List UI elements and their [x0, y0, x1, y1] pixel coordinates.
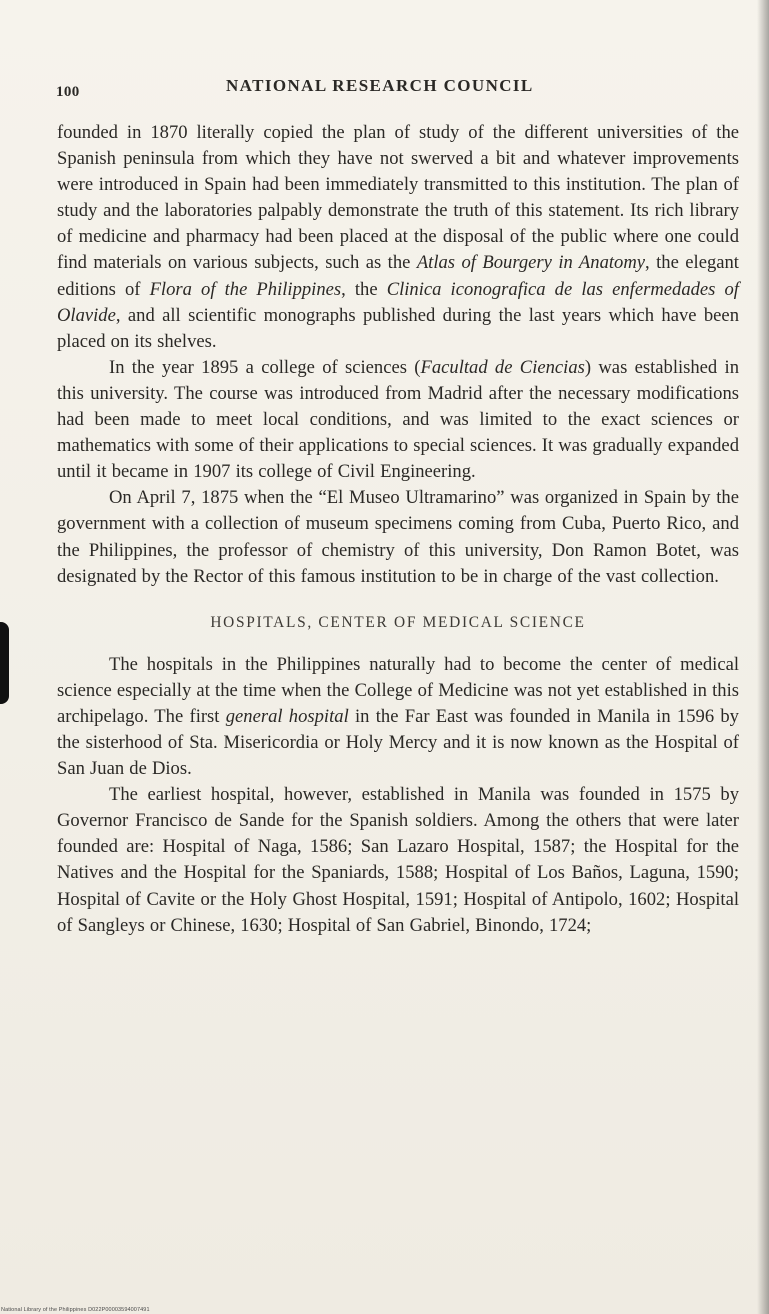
- paragraph-1: [57, 120, 739, 355]
- paragraph-4-text-1: The hospitals in the Philippines naturally had to become the center of medical science especially at the time when the College of Medicine was not yet established in this archipelago. The first: [57, 653, 739, 727]
- paragraph-3: On April 7, 1875 when the “El Museo Ultramarino” was organized in Spain by the government with a collection of museum specimens coming from Cuba, Puerto Rico, and the Philippines, the professor of chemistry of this university, Don Ramon Botet, was designated by the Rector of this famous institution to be in charge of the vast collection.: [57, 487, 739, 587]
- paragraph-1-text-2: , the elegant editions of: [57, 252, 739, 300]
- paragraph-4-italic-1: general hospital: [225, 705, 349, 727]
- paragraph-1-text-4: , and all scientific monographs published during the last years which have been placed on its shelves.: [57, 304, 739, 352]
- paragraph-1-italic-1: Atlas of Bourgery in Anatomy: [416, 252, 646, 274]
- page-header: [56, 76, 706, 106]
- page-edge-shadow: [757, 0, 769, 1314]
- main-text: [57, 120, 739, 939]
- paragraph-4: [57, 652, 739, 782]
- running-head: NATIONAL RESEARCH COUNCIL: [226, 76, 534, 95]
- paragraph-1-text-1: founded in 1870 literally copied the plan of study of the different universities of the Spanish peninsula from which they have not swerved a bit and whatever improvements were introduced in Spain had been immediately transmitted to this institution. The plan of study and the laboratories palpably demonstrate the truth of this statement. Its rich library of medicine and pharmacy had been placed at the disposal of the public where one could find materials on various subjects, such as the: [57, 122, 739, 274]
- paragraph-1-text-3: , the: [341, 278, 387, 300]
- paragraph-2-text-1: In the year 1895 a college of sciences (: [109, 356, 421, 378]
- footer-note: National Library of the Philippines D022P00003594007491: [1, 1307, 150, 1313]
- left-margin-mark: [0, 622, 9, 704]
- paragraph-4-text-2: in the Far East was founded in Manila in 1596 by the sisterhood of Sta. Misericordia or Holy Mercy and it is now known as the Hospital of San Juan de Dios.: [57, 705, 739, 780]
- paragraph-1-italic-2: Flora of the Philippines: [149, 278, 342, 300]
- section-heading: HOSPITALS, CENTER OF MEDICAL SCIENCE: [210, 613, 586, 631]
- paragraph-2-italic-1: Facultad de Ciencias: [420, 356, 585, 378]
- page-number: 100: [56, 84, 80, 100]
- paragraph-5: The earliest hospital, however, established in Manila was founded in 1575 by Governor Francisco de Sande for the Spanish soldiers. Among the others that were later founded are: Hospital of Naga, 1586; San Lazaro Hospital, 1587; the Hospital for the Natives and the Hospital for the Spaniards, 1588; Hospital of Los Baños, Laguna, 1590; Hospital of Cavite or the Holy Ghost Hospital, 1591; Hospital of Antipolo, 1602; Hospital of Sangleys or Chinese, 1630; Hospital of San Gabriel, Binondo, 1724;: [57, 784, 739, 936]
- paragraph-2-text-2: ) was established in this university. The course was introduced from Madrid after the necessary modifications had been made to meet local conditions, and was limited to the exact sciences or mathematics with some of their applications to special sciences. It was gradually expanded until it became in 1907 its college of Civil Engineering.: [57, 356, 740, 483]
- paragraph-1-italic-3: Clinica iconografica de las enfermedades of Olavide: [57, 278, 739, 326]
- paragraph-2: [57, 355, 739, 485]
